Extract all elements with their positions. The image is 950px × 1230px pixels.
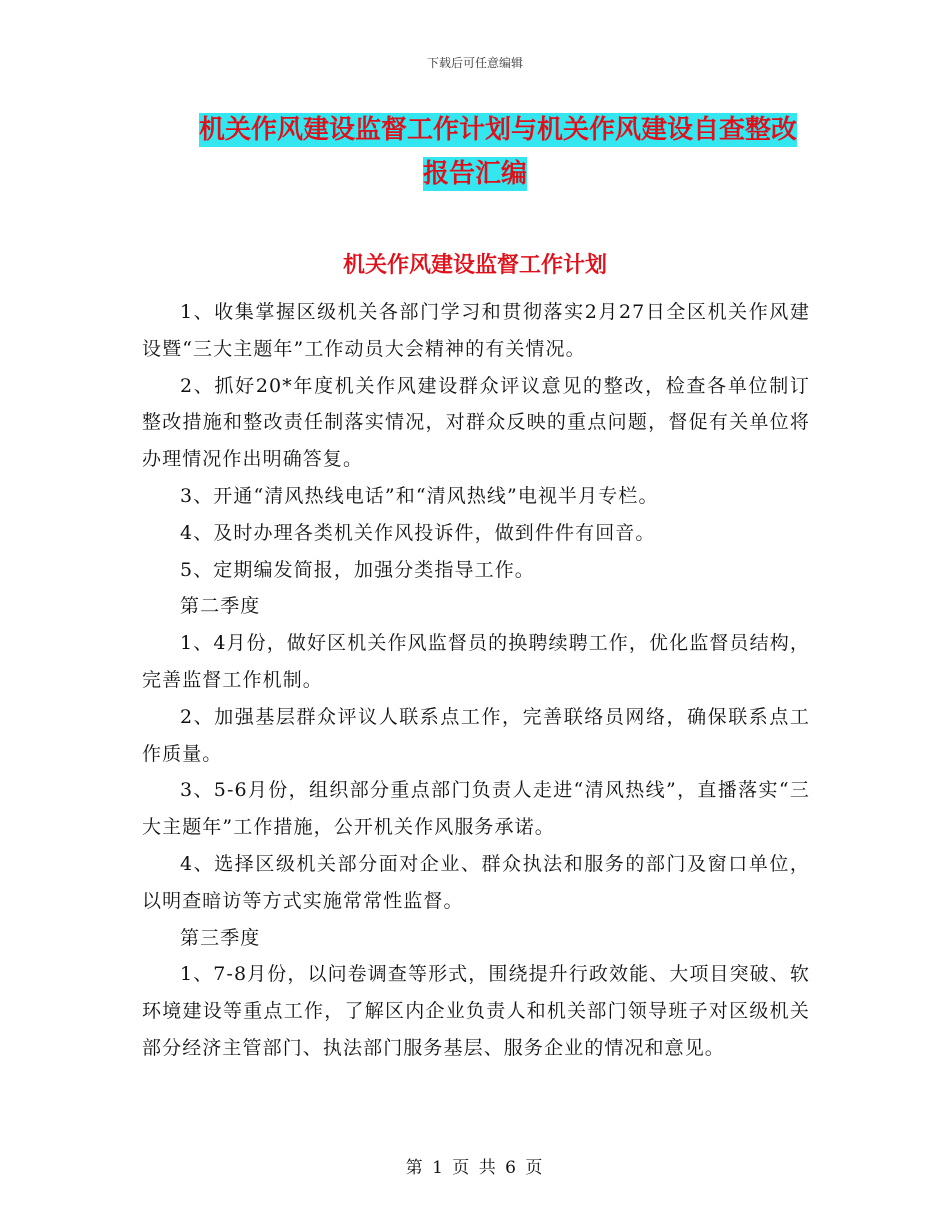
paragraph: 2、抓好20*年度机关作风建设群众评议意见的整改，检查各单位制订整改措施和整改责任制落实情况，对群众反映的重点问题，督促有关单位将办理情况作出明确答复。 bbox=[142, 374, 810, 471]
paragraph: 2、加强基层群众评议人联系点工作，完善联络员网络，确保联系点工作质量。 bbox=[142, 705, 810, 765]
title-line-2: 报告汇编 bbox=[422, 159, 527, 189]
paragraph: 5、定期编发简报，加强分类指导工作。 bbox=[180, 558, 535, 581]
quarter-heading: 第二季度 bbox=[180, 595, 261, 618]
body-text bbox=[142, 294, 810, 1067]
header-note: 下载后可任意编辑 bbox=[426, 56, 523, 70]
page-footer: 第 1 页 共 6 页 bbox=[405, 1158, 545, 1178]
paragraph: 1、7-8月份，以问卷调查等形式，围绕提升行政效能、大项目突破、软环境建设等重点工作，了解区内企业负责人和机关部门领导班子对区级机关部分经济主管部门、执法部门服务基层、服务企业的情况和意见。 bbox=[142, 963, 810, 1059]
quarter-heading: 第三季度 bbox=[180, 926, 261, 949]
paragraph: 4、及时办理各类机关作风投诉件，做到件件有回音。 bbox=[180, 521, 656, 544]
section-title: 机关作风建设监督工作计划 bbox=[342, 253, 607, 278]
paragraph: 1、收集掌握区级机关各部门学习和贯彻落实2月27日全区机关作风建设暨“三大主题年”工作动员大会精神的有关情况。 bbox=[142, 301, 810, 360]
paragraph: 1、4月份，做好区机关作风监督员的换聘续聘工作，优化监督员结构，完善监督工作机制。 bbox=[142, 632, 810, 691]
document-title bbox=[0, 108, 950, 196]
paragraph: 3、5-6月份，组织部分重点部门负责人走进“清风热线”，直播落实“三大主题年”工作措施，公开机关作风服务承诺。 bbox=[142, 779, 810, 839]
title-line-1: 机关作风建设监督工作计划与机关作风建设自查整改 bbox=[198, 115, 797, 145]
paragraph: 3、开通“清风热线电话”和“清风热线”电视半月专栏。 bbox=[180, 484, 659, 507]
paragraph: 4、选择区级机关部分面对企业、群众执法和服务的部门及窗口单位，以明查暗访等方式实施常常性监督。 bbox=[142, 852, 810, 912]
